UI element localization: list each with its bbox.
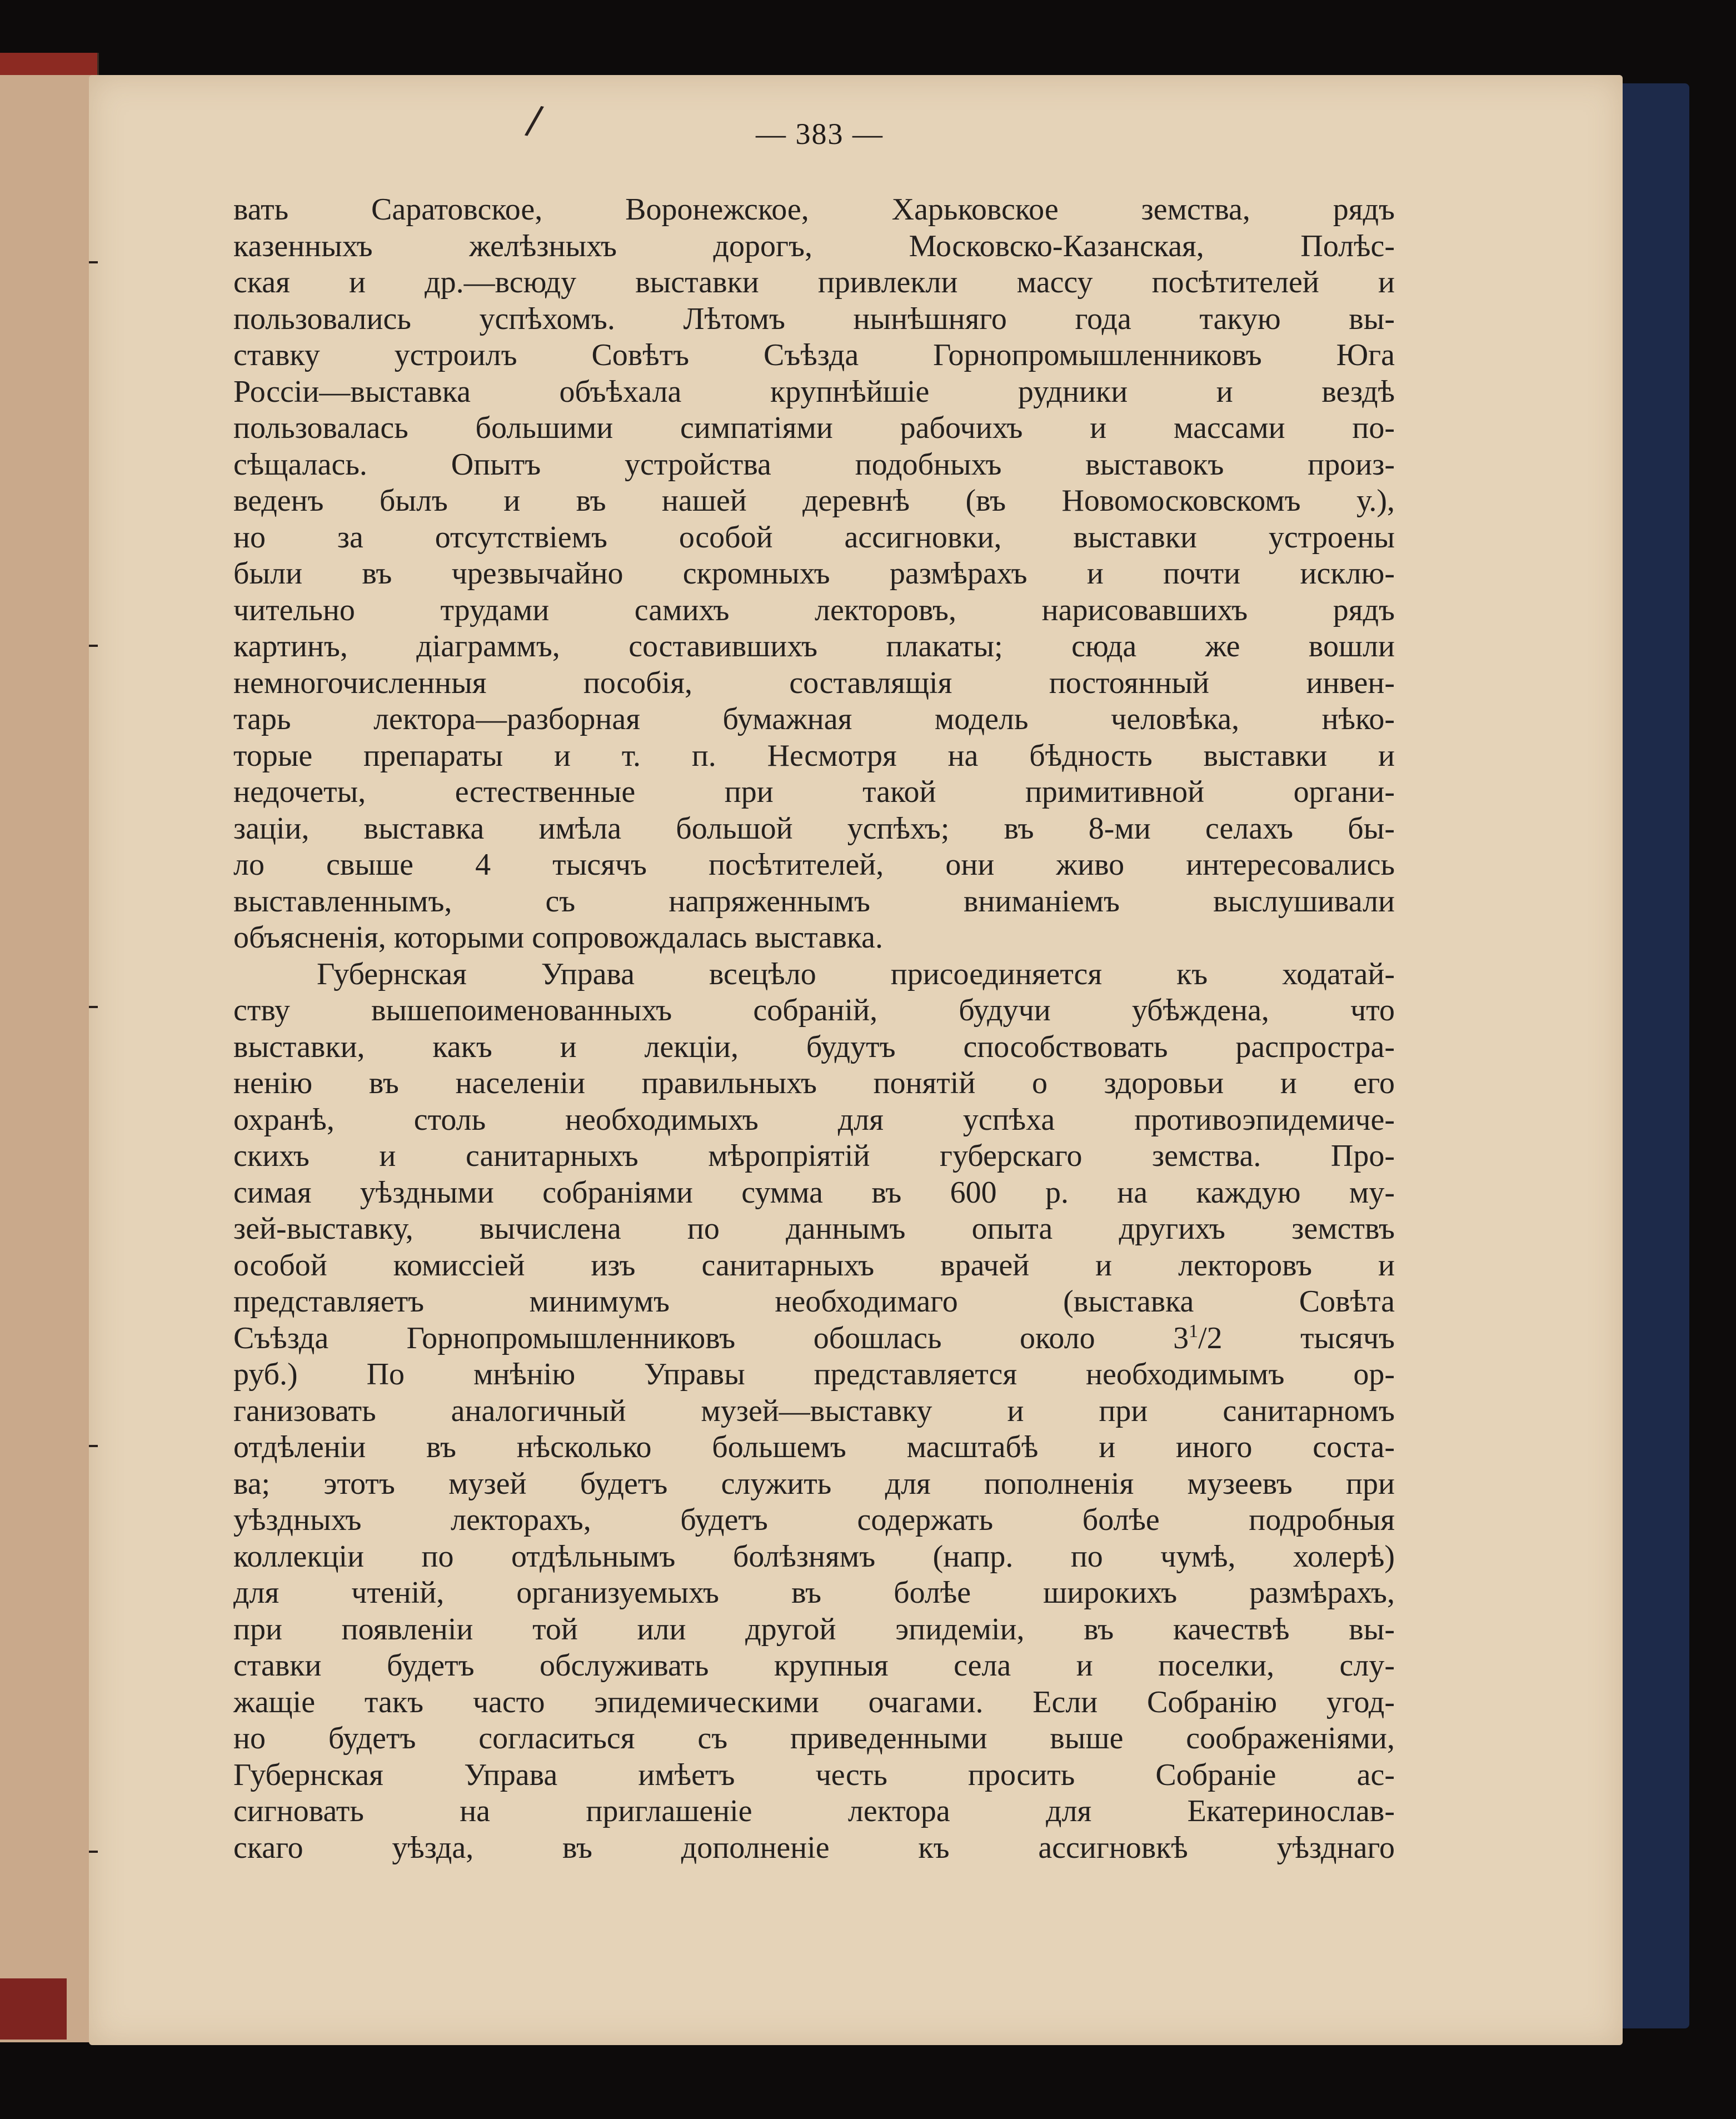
text-line: при появленіи той или другой эпидеміи, въ качествѣ вы- (233, 1612, 1395, 1647)
text-line: ству вышепоименованныхъ собраній, будучи убѣждена, что (233, 993, 1395, 1028)
text-line: но за отсутствіемъ особой ассигновки, выставки устроены (233, 520, 1395, 555)
fraction-rest: /2 тысячъ (1198, 1320, 1395, 1355)
text-line: Губернская Управа имѣетъ честь просить Собраніе ас- (233, 1757, 1395, 1792)
binding-stitch (89, 1445, 98, 1447)
text-line: недочеты, естественные при такой примитивной органи- (233, 775, 1395, 809)
text-line: выставленнымъ, съ напряженнымъ вниманіемъ выслушивали (233, 884, 1395, 919)
text-line: Губернская Управа всецѣло присоединяется къ ходатай- (317, 956, 1395, 991)
text-line: руб.) По мнѣнію Управы представляется необходимымъ ор- (233, 1357, 1395, 1392)
binding-stitch (89, 1006, 98, 1008)
text-line: картинъ, діаграммъ, составившихъ плакаты; сюда же вошли (233, 629, 1395, 664)
text-line: пользовалась большими симпатіями рабочихъ и массами по- (233, 411, 1395, 445)
fraction-superscript: 1 (1189, 1320, 1199, 1342)
text-line: веденъ былъ и въ нашей деревнѣ (въ Новомосковскомъ у.), (233, 483, 1395, 518)
text-line: ло свыше 4 тысячъ посѣтителей, они живо интересовались (233, 847, 1395, 882)
text-line: коллекціи по отдѣльнымъ болѣзнямъ (напр. по чумѣ, холерѣ) (233, 1539, 1395, 1574)
page-edge-red-top (0, 53, 97, 75)
text-line: ва; этотъ музей будетъ служить для пополненія музеевъ при (233, 1466, 1395, 1501)
text-line: торые препараты и т. п. Несмотря на бѣдность выставки и (233, 738, 1395, 773)
text-line: тарь лектора—разборная бумажная модель человѣка, нѣко- (233, 702, 1395, 736)
text-line: представляетъ минимумъ необходимаго (выставка Совѣта (233, 1284, 1395, 1319)
text-line: вать Саратовское, Воронежское, Харьковское земства, рядъ (233, 192, 1395, 227)
text-line: Россіи—выставка объѣхала крупнѣйшіе рудники и вездѣ (233, 374, 1395, 409)
text-line-with-fraction (233, 1320, 1395, 1357)
text-line: ставки будетъ обслуживать крупныя села и поселки, слу- (233, 1648, 1395, 1683)
text-line: ставку устроилъ Совѣтъ Съѣзда Горнопромышленниковъ Юга (233, 338, 1395, 372)
page-number: — 383 — (756, 117, 884, 151)
text-line: выставки, какъ и лекціи, будутъ способствовать распростра- (233, 1029, 1395, 1064)
text-line: были въ чрезвычайно скромныхъ размѣрахъ и почти исклю- (233, 556, 1395, 591)
text-line: уѣздныхъ лекторахъ, будетъ содержать болѣе подробныя (233, 1503, 1395, 1537)
text-line: скихъ и санитарныхъ мѣропріятій губерскаго земства. Про- (233, 1139, 1395, 1173)
text-line: ненію въ населеніи правильныхъ понятій о здоровьи и его (233, 1066, 1395, 1100)
text-line: чительно трудами самихъ лекторовъ, нарисовавшихъ рядъ (233, 592, 1395, 627)
text-line: ская и др.—всюду выставки привлекли массу посѣтителей и (233, 265, 1395, 300)
binding-stitch (89, 1851, 98, 1853)
text-line: но будетъ согласиться съ приведенными выше соображеніями, (233, 1721, 1395, 1756)
text-line: охранѣ, столь необходимыхъ для успѣха противоэпидемиче- (233, 1102, 1395, 1137)
text-line: зей-выставку, вычислена по даннымъ опыта другихъ земствъ (233, 1211, 1395, 1246)
handwritten-mark: / (523, 96, 546, 144)
page-edge-red-bottom (0, 1978, 67, 2040)
text-line: сѣщалась. Опытъ устройства подобныхъ выставокъ произ- (233, 447, 1395, 482)
binding-stitch (89, 645, 98, 647)
text-line: немногочисленныя пособія, составлящія постоянный инвен- (233, 665, 1395, 700)
text-line: отдѣленіи въ нѣсколько большемъ масштабѣ и иного соста- (233, 1430, 1395, 1464)
text-line: симая уѣздными собраніями сумма въ 600 р. на каждую му- (233, 1175, 1395, 1210)
left-page-edge (0, 53, 99, 2042)
text-line: сигновать на приглашеніе лектора для Екатеринослав- (233, 1794, 1395, 1828)
text-line: особой комиссіей изъ санитарныхъ врачей и лекторовъ и (233, 1248, 1395, 1283)
text-line: заціи, выставка имѣла большой успѣхъ; въ 8-ми селахъ бы- (233, 811, 1395, 846)
binding-stitch (89, 261, 98, 263)
text-line: объясненія, которыми сопровождалась выставка. (233, 920, 883, 955)
text-line: для чтеній, организуемыхъ въ болѣе широкихъ размѣрахъ, (233, 1575, 1395, 1610)
text-fragment: Съѣзда Горнопромышленниковъ обошлась около 3 (233, 1320, 1189, 1355)
body-text (233, 192, 1395, 1866)
text-line: жащіе такъ часто эпидемическими очагами. Если Собранію угод- (233, 1684, 1395, 1719)
text-line: казенныхъ желѣзныхъ дорогъ, Московско-Казанская, Полѣс- (233, 228, 1395, 263)
text-line: ганизовать аналогичный музей—выставку и при санитарномъ (233, 1393, 1395, 1428)
text-line: скаго уѣзда, въ дополненіе къ ассигновкѣ уѣзднаго (233, 1830, 1395, 1865)
text-line: пользовались успѣхомъ. Лѣтомъ нынѣшняго года такую вы- (233, 301, 1395, 336)
